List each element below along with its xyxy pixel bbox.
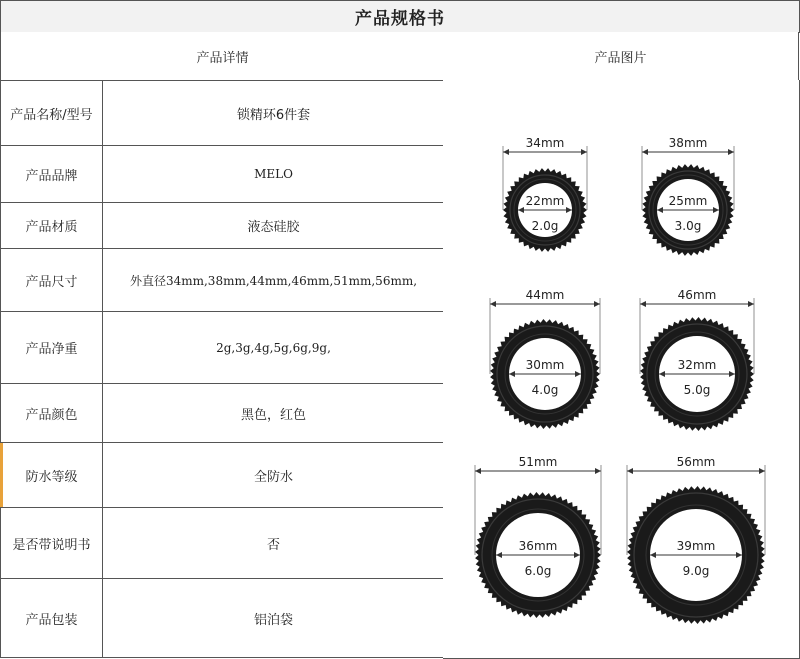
inner-diameter-label: 25mm: [668, 194, 708, 208]
ring-1: [503, 136, 587, 252]
row-value: 全防水: [253, 469, 293, 485]
row-label: 产品尺寸: [1, 249, 103, 311]
row-label: 产品材质: [1, 203, 103, 248]
ring-size-diagram: [443, 80, 799, 658]
inner-diameter-label: 36mm: [518, 539, 558, 553]
outer-diameter-label: 38mm: [668, 136, 708, 150]
table-row: [0, 312, 445, 384]
outer-dimension-line-arrow-right: [748, 301, 754, 307]
row-label: 防水等级: [1, 443, 103, 507]
table-row: [0, 579, 445, 658]
row-label: 产品包装: [1, 579, 103, 657]
image-header: 产品图片: [443, 32, 799, 81]
row-value: 外直径34mm,38mm,44mm,46mm,51mm,56mm,: [129, 273, 418, 288]
outer-dimension-line-arrow-left: [490, 301, 496, 307]
row-value: 铝泊袋: [253, 612, 293, 628]
outer-dimension-line-arrow-right: [594, 301, 600, 307]
row-label: 产品颜色: [1, 384, 103, 442]
outer-dimension-line-arrow-left: [503, 149, 509, 155]
product-image-panel: [443, 80, 800, 659]
ring-4: [640, 288, 754, 431]
inner-diameter-label: 22mm: [525, 194, 565, 208]
outer-diameter-label: 51mm: [518, 455, 558, 469]
outer-dimension-line-arrow-right: [759, 468, 765, 474]
outer-dimension-line-arrow-right: [581, 149, 587, 155]
row-label: 产品净重: [1, 312, 103, 383]
row-value: MELO: [254, 167, 293, 181]
weight-label: 3.0g: [674, 219, 702, 233]
outer-dimension-line-arrow-right: [595, 468, 601, 474]
weight-label: 2.0g: [531, 219, 559, 233]
table-row: [0, 443, 445, 508]
row-value: 黑色，红色: [240, 407, 306, 423]
row-value: 锁精环6件套: [236, 107, 311, 123]
details-header: 产品详情: [0, 32, 445, 81]
weight-label: 5.0g: [683, 383, 711, 397]
table-row: [0, 81, 445, 146]
table-row: [0, 203, 445, 249]
outer-diameter-label: 56mm: [676, 455, 716, 469]
row-value: 2g,3g,4g,5g,6g,9g,: [216, 340, 331, 355]
outer-dimension-line-arrow-right: [728, 149, 734, 155]
page-title: 产品规格书: [0, 0, 800, 33]
outer-dimension-line-arrow-left: [627, 468, 633, 474]
row-label: 产品名称/型号: [1, 81, 103, 145]
outer-diameter-label: 44mm: [525, 288, 565, 302]
ring-5: [475, 455, 601, 618]
row-value: 否: [266, 537, 280, 553]
weight-label: 9.0g: [682, 564, 710, 578]
outer-diameter-label: 34mm: [525, 136, 565, 150]
inner-diameter-label: 30mm: [525, 358, 565, 372]
ring-6: [627, 455, 765, 624]
outer-dimension-line-arrow-left: [640, 301, 646, 307]
ring-2: [642, 136, 734, 256]
row-label: 是否带说明书: [1, 508, 103, 578]
weight-label: 6.0g: [524, 564, 552, 578]
outer-dimension-line-arrow-left: [642, 149, 648, 155]
weight-label: 4.0g: [531, 383, 559, 397]
inner-diameter-label: 39mm: [676, 539, 716, 553]
table-row: [0, 249, 445, 312]
row-accent-marker: [0, 443, 3, 507]
outer-diameter-label: 46mm: [677, 288, 717, 302]
table-row: [0, 384, 445, 443]
table-row: [0, 508, 445, 579]
table-row: [0, 146, 445, 203]
row-label: 产品品牌: [1, 146, 103, 202]
outer-dimension-line-arrow-left: [475, 468, 481, 474]
row-value: 液态硅胶: [247, 220, 300, 235]
inner-diameter-label: 32mm: [677, 358, 717, 372]
ring-3: [490, 288, 600, 429]
